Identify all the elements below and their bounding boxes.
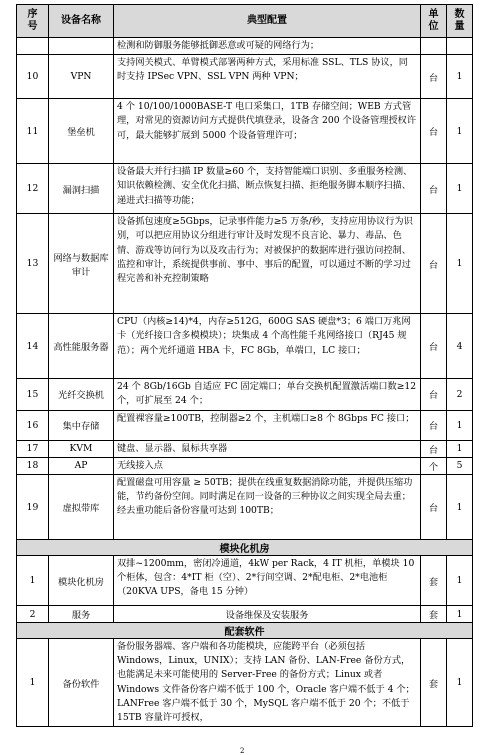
row-unit: 台 [421,99,447,164]
row-config: 配置裸容量≥100TB，控制器≥2 个，主机端口≥8 个 8Gbps FC 接口； [114,410,421,440]
page-number: 2 [240,747,245,755]
row-config: 无线接入点 [114,457,421,474]
row-name: 模块化机房 [49,556,114,606]
row-qty: 5 [447,457,473,474]
row-config: 24 个 8Gb/16Gb 自适应 FC 固定端口；单台交换机配置激活端口数≥12 个，可扩展至 24 个； [114,379,421,410]
table-row [17,639,473,727]
header-name: 设备名称 [49,5,114,38]
row-config: 备份服务器端、客户端和各功能模块，应能跨平台（必须包括 Windows，Linux，UNIX）；支持 LAN 备份、LAN-Free 备份方式，也能满足未来可能使用的 Server-Free 的备份方式；Linux 或者 Windows 文件备份客户端不低于 100 个，Oracle 客户端不低于 4 个；LANFree 客户端不低于 30 个，MySQL 客户端不低于 20 个；不低于 15TB 容量许可授权， [114,639,421,727]
row-config: 键盘、显示器、鼠标共享器 [114,440,421,457]
table-header-row [17,5,473,38]
row-qty: 4 [447,314,473,379]
section-title: 模块化机房 [17,540,473,556]
row-unit: 台 [421,164,447,214]
row-unit: 台 [421,55,447,99]
row-config: 设备最大并行扫描 IP 数量≥60 个，支持智能端口识别、多重服务检测、知识依赖检测、安全优化扫描、断点恢复扫描、拒绝服务脚本顺序扫描、递进式扫描等功能； [114,164,421,214]
section-title: 配套软件 [17,623,473,639]
table-row [17,457,473,474]
row-name: 高性能服务器 [49,314,114,379]
row-name: KVM [49,440,114,457]
table-row [17,475,473,540]
row-name: 集中存储 [49,410,114,440]
row-unit: 台 [421,475,447,540]
row-unit: 台 [421,379,447,410]
row-name: 光纤交换机 [49,379,114,410]
row-config: 配置磁盘可用容量 ≥ 50TB；提供在线重复数据消除功能，并提供压缩功能，节约备份空间。同时满足在同一设备的三种协议之间实现全局去重；经去重功能后备份容量可达到 100TB； [114,475,421,540]
row-seq: 1 [17,556,49,606]
row-qty: 1 [447,99,473,164]
row-seq: 14 [17,314,49,379]
section-header-modular [17,540,473,556]
row-seq: 11 [17,99,49,164]
table-row [17,556,473,606]
continued-row [17,38,473,55]
row-name: 备份软件 [49,639,114,727]
row-unit: 个 [421,457,447,474]
equipment-table [16,4,473,727]
row-qty: 1 [447,55,473,99]
table-row [17,410,473,440]
row-seq: 15 [17,379,49,410]
row-config: 双排~1200mm，密闭冷通道，4kW per Rack，4 IT 机柜，单模块 10 个柜体，包含：4*IT 柜（空）、2*行间空调、2*配电柜、2*电池柜（20KVA UPS，备电 15 分钟） [114,556,421,606]
row-name: AP [49,457,114,474]
table-row [17,55,473,99]
row-unit: 台 [421,440,447,457]
continued-config: 检测和防御服务能够抵御恶意或可疑的网络行为； [114,38,421,55]
row-seq: 12 [17,164,49,214]
header-seq: 序 号 [17,5,49,38]
row-qty: 1 [447,639,473,727]
row-name: 虚拟带库 [49,475,114,540]
row-seq: 19 [17,475,49,540]
row-qty: 1 [447,556,473,606]
row-unit: 台 [421,410,447,440]
row-unit: 套 [421,639,447,727]
table-row [17,164,473,214]
table-row [17,99,473,164]
row-name: 漏洞扫描 [49,164,114,214]
row-config: CPU（内核≥14)*4，内存≥512G，600G SAS 硬盘*3；6 端口万兆网卡（光纤接口含多模模块）；块集成 4 个高性能千兆网络接口（RJ45 规范）；两个光纤通道 HBA 卡，FC 8Gb，单端口，LC 接口； [114,314,421,379]
table-row [17,379,473,410]
row-seq: 17 [17,440,49,457]
row-qty: 1 [447,440,473,457]
row-qty: 1 [447,410,473,440]
row-seq: 13 [17,214,49,314]
row-unit: 套 [421,556,447,606]
row-seq: 1 [17,639,49,727]
row-qty: 1 [447,606,473,623]
row-unit: 台 [421,314,447,379]
row-qty: 2 [447,379,473,410]
row-name: VPN [49,55,114,99]
row-config: 设备抓包速度≥5Gbps，记录事件能力≥5 万条/秒，支持应用协议行为识别，可以把应用协议分组进行审计及时发现不良言论、暴力、毒品、色情、游戏等访问行为以及攻击行为；对被保护的数据库进行强访问控制、监控和审计，系统提供事前、事中、事后的配置，可以通过不断的学习过程完善和补充控制策略 [114,214,421,314]
row-unit: 套 [421,606,447,623]
row-qty: 1 [447,214,473,314]
row-name: 服务 [49,606,114,623]
table-row [17,214,473,314]
header-qty: 数 量 [447,5,473,38]
row-config: 支持网关模式、单臂模式部署两种方式，采用标准 SSL、TLS 协议，同时支持 IPSec VPN、SSL VPN 两种 VPN； [114,55,421,99]
section-header-software [17,623,473,639]
row-qty: 1 [447,164,473,214]
row-qty: 1 [447,475,473,540]
row-seq: 18 [17,457,49,474]
table-row [17,314,473,379]
row-seq: 10 [17,55,49,99]
table-row [17,440,473,457]
row-name: 堡垒机 [49,99,114,164]
row-config: 设备维保及安装服务 [114,606,421,623]
table-row [17,606,473,623]
header-config: 典型配置 [114,5,421,38]
row-name: 网络与数据库审计 [49,214,114,314]
header-unit: 单 位 [421,5,447,38]
row-unit: 台 [421,214,447,314]
row-config: 4 个 10/100/1000BASE-T 电口采集口，1TB 存储空间；WEB 方式管理，对常见的资源访问方式提供代填登录，设备含 200 个设备管理授权许可，最大能够扩展到 5000 个设备管理许可； [114,99,421,164]
row-seq: 16 [17,410,49,440]
row-seq: 2 [17,606,49,623]
